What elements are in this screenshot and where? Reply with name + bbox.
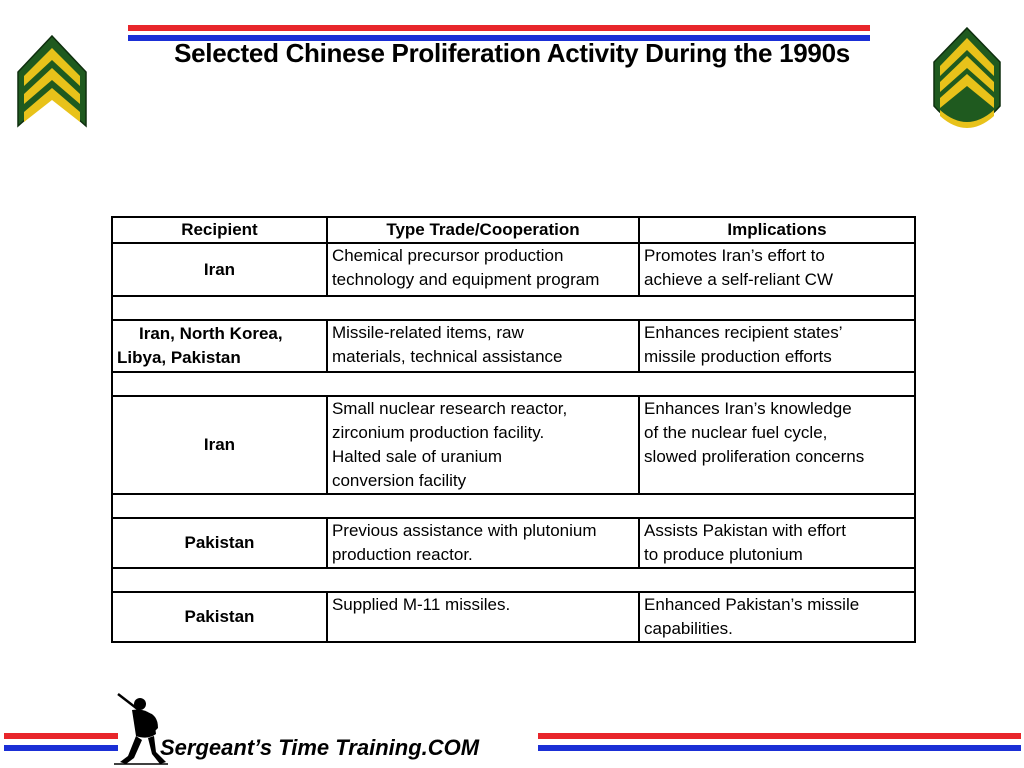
table-header-row [112,217,915,243]
page-title: Selected Chinese Proliferation Activity During the 1990s [174,38,850,68]
recipient-line: Libya, Pakistan [117,348,241,367]
recipient-cell [112,518,327,568]
recipient-cell [112,592,327,642]
recipient-cell [112,320,327,372]
spacer-row [112,296,915,320]
header-trade: Type Trade/Cooperation [327,217,639,243]
recipient-line: Iran [203,435,236,454]
trade-line: Supplied M-11 missiles. [331,595,511,614]
trade-line: Missile-related items, raw [331,323,524,342]
trade-line: Chemical precursor production [331,246,564,265]
table-row [112,592,915,642]
trade-cell [327,592,639,642]
implications-line: to produce plutonium [644,545,803,564]
implications-line: Assists Pakistan with effort [644,521,846,540]
header-recipient: Recipient [112,217,327,243]
trade-line: zirconium production facility. [331,423,545,442]
trade-line: Halted sale of uranium [331,447,503,466]
trade-line: technology and equipment program [331,270,600,289]
recipient-line: Iran, North Korea, [139,324,283,343]
top-stripe-red [128,25,870,31]
footer-brand: Sergeant’s Time Training.COM [160,735,480,760]
implications-line: missile production efforts [644,347,832,366]
table-row [112,320,915,372]
header-implications: Implications [639,217,915,243]
trade-cell [327,518,639,568]
recipient-line: Iran [203,259,236,279]
trade-line: Previous assistance with plutonium [331,521,597,540]
implications-line: of the nuclear fuel cycle, [644,423,828,442]
footer-stripe-red-right [538,733,1021,739]
trade-line: Small nuclear research reactor, [331,399,568,418]
recipient-line: Pakistan [184,607,255,626]
footer-stripe-blue-right [538,745,1021,751]
implications-cell [639,396,915,494]
implications-line: slowed proliferation concerns [644,447,865,466]
trade-line: materials, technical assistance [331,347,563,366]
footer-stripe-red-left [4,733,118,739]
trade-cell [327,396,639,494]
spacer-row [112,494,915,518]
recipient-cell [112,396,327,494]
spacer-row [112,372,915,396]
trade-cell [327,320,639,372]
implications-cell [639,320,915,372]
implications-cell [639,592,915,642]
implications-cell [639,518,915,568]
staff-sergeant-chevron-icon [932,26,1002,136]
sergeant-chevron-icon [16,34,88,128]
footer-stripe-blue-left [4,745,118,751]
proliferation-table [111,216,916,643]
trade-cell [327,243,639,296]
implications-line: Promotes Iran’s effort to [644,246,825,265]
recipient-line: Pakistan [184,533,255,552]
implications-line: achieve a self-reliant CW [644,270,834,289]
implications-line: Enhances recipient states’ [644,323,843,342]
implications-line: Enhances Iran’s knowledge [644,399,852,418]
table-row [112,518,915,568]
table-row [112,243,915,296]
implications-line: capabilities. [644,619,733,638]
implications-cell [639,243,915,296]
implications-line: Enhanced Pakistan’s missile [644,595,860,614]
recipient-cell [112,243,327,296]
table-row [112,396,915,494]
trade-line: conversion facility [331,471,467,490]
trade-line: production reactor. [331,545,473,564]
spacer-row [112,568,915,592]
